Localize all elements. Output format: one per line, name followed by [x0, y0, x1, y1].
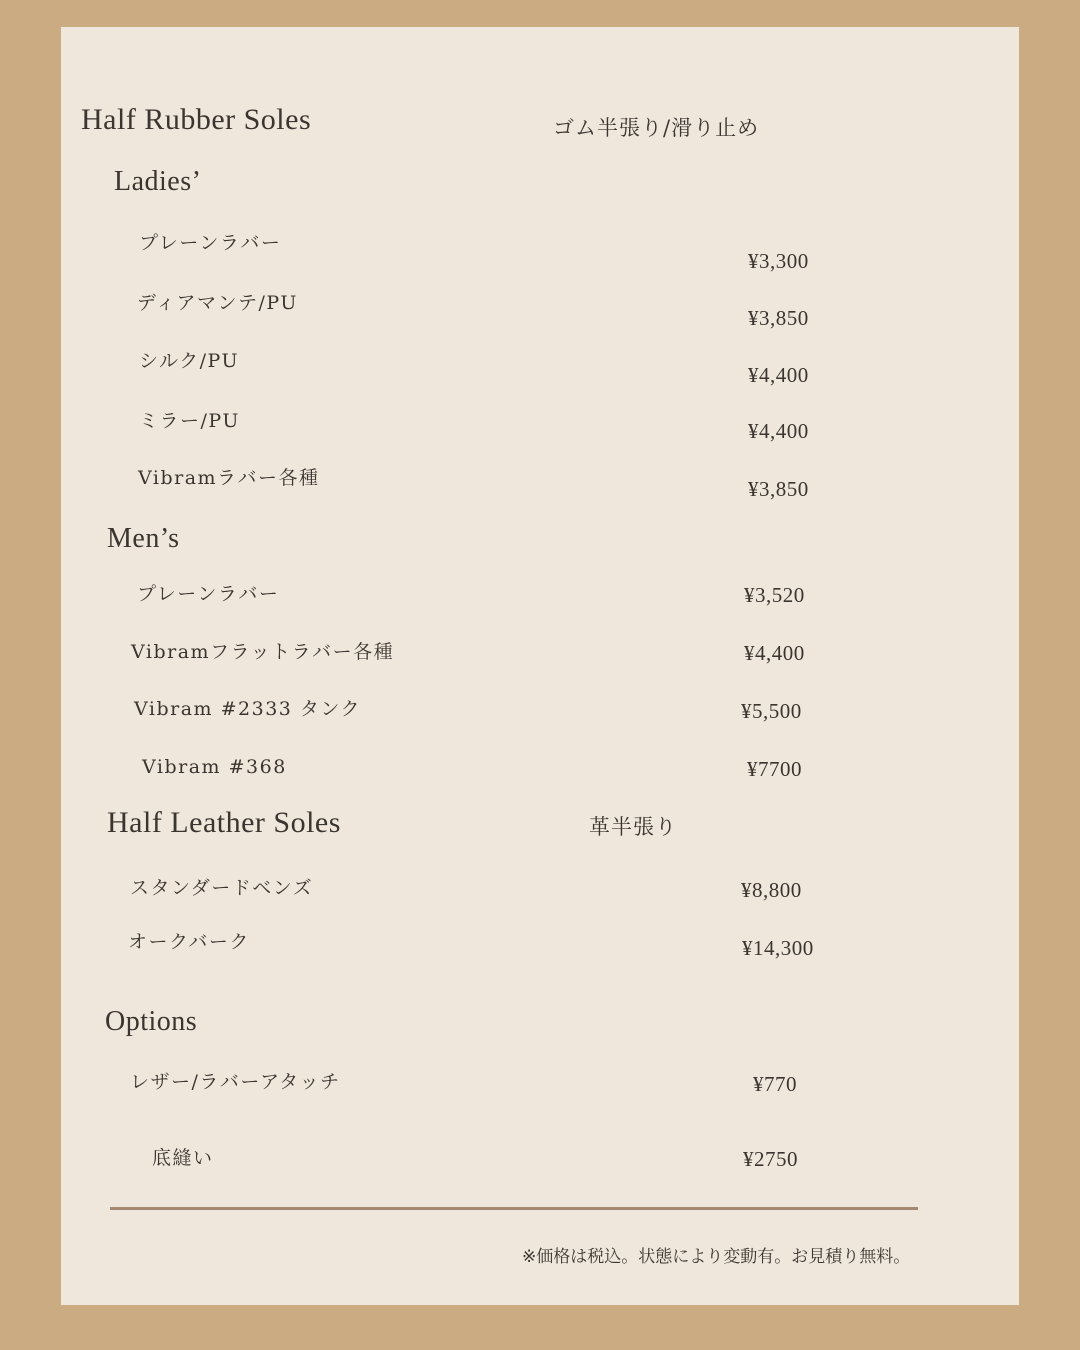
mens-item-price: ¥7700 [747, 757, 802, 781]
mens-item-name: Vibram #2333 タンク [134, 698, 362, 720]
ladies-item-price: ¥4,400 [748, 419, 809, 443]
price-list-card [61, 27, 1019, 1305]
footer-note: ※価格は税込。状態により変動有。お見積り無料。 [522, 1247, 911, 1267]
ladies-item-name: ディアマンテ/PU [137, 292, 298, 314]
ladies-item-price: ¥3,850 [748, 477, 809, 501]
ladies-item-price: ¥3,300 [748, 249, 809, 273]
divider [110, 1207, 918, 1210]
mens-heading: Men’s [107, 523, 180, 554]
half-rubber-title: Half Rubber Soles [81, 103, 312, 136]
leather-item-name: オークバーク [128, 931, 250, 953]
ladies-item-price: ¥3,850 [748, 306, 809, 330]
mens-item-name: Vibramフラットラバー各種 [131, 641, 395, 663]
option-item-price: ¥770 [753, 1072, 797, 1096]
option-item-price: ¥2750 [743, 1147, 798, 1171]
leather-item-price: ¥14,300 [742, 936, 814, 960]
mens-item-price: ¥3,520 [744, 583, 805, 607]
mens-item-price: ¥4,400 [744, 641, 805, 665]
ladies-heading: Ladies’ [114, 166, 202, 197]
ladies-item-price: ¥4,400 [748, 363, 809, 387]
half-rubber-subtitle: ゴム半張り/滑り止め [553, 116, 760, 140]
ladies-item-name: ミラー/PU [139, 410, 240, 432]
mens-item-name: Vibram #368 [142, 756, 287, 778]
ladies-item-name: Vibramラバー各種 [138, 467, 320, 489]
leather-item-price: ¥8,800 [741, 878, 802, 902]
half-leather-title: Half Leather Soles [107, 806, 341, 839]
ladies-item-name: シルク/PU [139, 350, 240, 372]
mens-item-price: ¥5,500 [741, 699, 802, 723]
leather-item-name: スタンダードベンズ [130, 877, 314, 899]
mens-item-name: プレーンラバー [137, 583, 280, 605]
option-item-name: レザー/ラバーアタッチ [130, 1071, 341, 1093]
option-item-name: 底縫い [152, 1147, 214, 1169]
half-leather-subtitle: 革半張り [589, 815, 677, 839]
options-heading: Options [105, 1006, 198, 1037]
ladies-item-name: プレーンラバー [139, 232, 282, 254]
